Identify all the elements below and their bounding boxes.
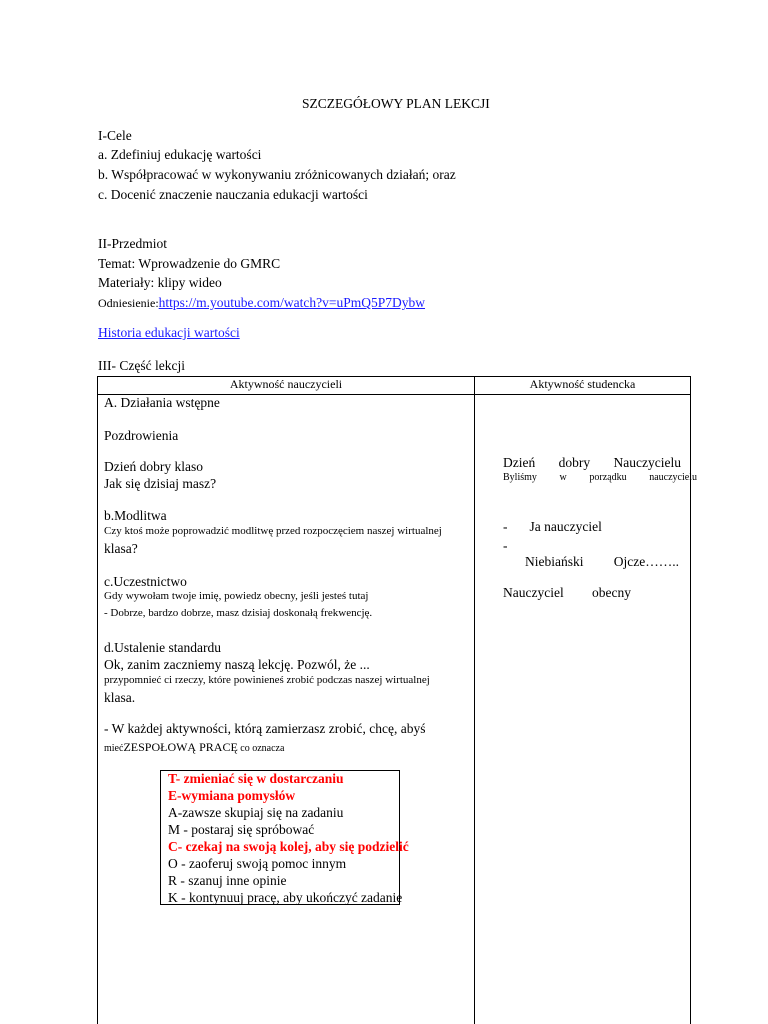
odniesienie-label: Odniesienie:: [98, 296, 159, 310]
header-student: Aktywność studencka: [529, 377, 636, 391]
teamwork-item-m: M - postaraj się spróbować: [168, 822, 315, 837]
teamwork-item-c: C- czekaj na swoją kolej, aby się podzielić: [168, 839, 409, 854]
standard-text: Ok, zanim zaczniemy naszą lekcję. Pozwól, że ...: [104, 657, 370, 672]
student-ja-nauczyciel: - Ja nauczyciel: [503, 519, 602, 534]
standard-heading: d.Ustalenie standardu: [104, 640, 221, 655]
table-middle-border: [474, 376, 475, 1024]
pozdrowienia: Pozdrowienia: [104, 428, 179, 443]
modlitwa-heading: b.Modlitwa: [104, 508, 167, 523]
teamwork-item-e: E-wymiana pomysłów: [168, 788, 296, 803]
cele-item: b. Współpracować w wykonywaniu zróżnicowanych działań; oraz: [98, 167, 456, 182]
modlitwa-text: Czy ktoś może poprowadzić modlitwę przed rozpoczęciem naszej wirtualnej: [104, 525, 442, 537]
student-nauczyciel-obecny: Nauczyciel obecny: [503, 585, 631, 600]
teamwork-item-a: A-zawsze skupiaj się na zadaniu: [168, 805, 344, 820]
teamwork-item-r: R - szanuj inne opinie: [168, 873, 287, 888]
standard-text: przypomnieć ci rzeczy, które powinieneś zrobić podczas naszej wirtualnej: [104, 674, 430, 686]
uczestnictwo-text: - Dobrze, bardzo dobrze, masz dzisiaj doskonałą frekwencję.: [104, 607, 373, 619]
teamwork-item-o: O - zaoferuj swoją pomoc innym: [168, 856, 347, 871]
teamwork-item-t: T- zmieniać się w dostarczaniu: [168, 771, 344, 786]
cele-heading: I-Cele: [98, 128, 132, 143]
cele-item: a. Zdefiniuj edukację wartości: [98, 147, 262, 162]
modlitwa-text: klasa?: [104, 541, 138, 556]
historia-link[interactable]: Historia edukacji wartości: [98, 325, 240, 340]
page-title: SZCZEGÓŁOWY PLAN LEKCJI: [302, 96, 490, 111]
temat: Temat: Wprowadzenie do GMRC: [98, 256, 281, 271]
aktywnosc-text: - W każdej aktywności, którą zamierzasz zrobić, chcę, abyś: [104, 721, 426, 736]
student-dzien-dobry: Dzień dobry Nauczycielu: [503, 455, 681, 470]
teamwork-item-k: K - kontynuuj pracę, aby ukończyć zadanie: [168, 890, 403, 905]
odniesienie: [98, 294, 425, 312]
cele-item: c. Docenić znaczenie nauczania edukacji wartości: [98, 187, 368, 202]
youtube-link[interactable]: https://m.youtube.com/watch?v=uPmQ5P7Dybw: [158, 295, 426, 310]
czesc-heading: III- Część lekcji: [98, 358, 185, 373]
uczestnictwo-heading: c.Uczestnictwo: [104, 574, 187, 589]
student-bylismy: Byliśmy w porządku nauczycielu: [503, 472, 697, 483]
a-heading: A. Działania wstępne: [104, 395, 220, 410]
teamwork-box: [160, 770, 409, 905]
table-left-border: [97, 376, 98, 1024]
standard-text: klasa.: [104, 690, 136, 705]
uczestnictwo-text: Gdy wywołam twoje imię, powiedz obecny, jeśli jesteś tutaj: [104, 590, 369, 602]
header-teacher: Aktywność nauczycieli: [229, 377, 343, 391]
aktywnosc-text: miećZESPOŁOWĄ PRACĘ co oznacza: [104, 740, 285, 754]
przedmiot-heading: II-Przedmiot: [98, 236, 167, 251]
dzien-dobry-klaso: Dzień dobry klaso: [104, 459, 203, 474]
jak-sie-masz: Jak się dzisiaj masz?: [104, 476, 217, 491]
student-niebianski: - Niebiański Ojcze……..: [503, 538, 679, 569]
materialy: Materiały: klipy wideo: [98, 275, 222, 290]
